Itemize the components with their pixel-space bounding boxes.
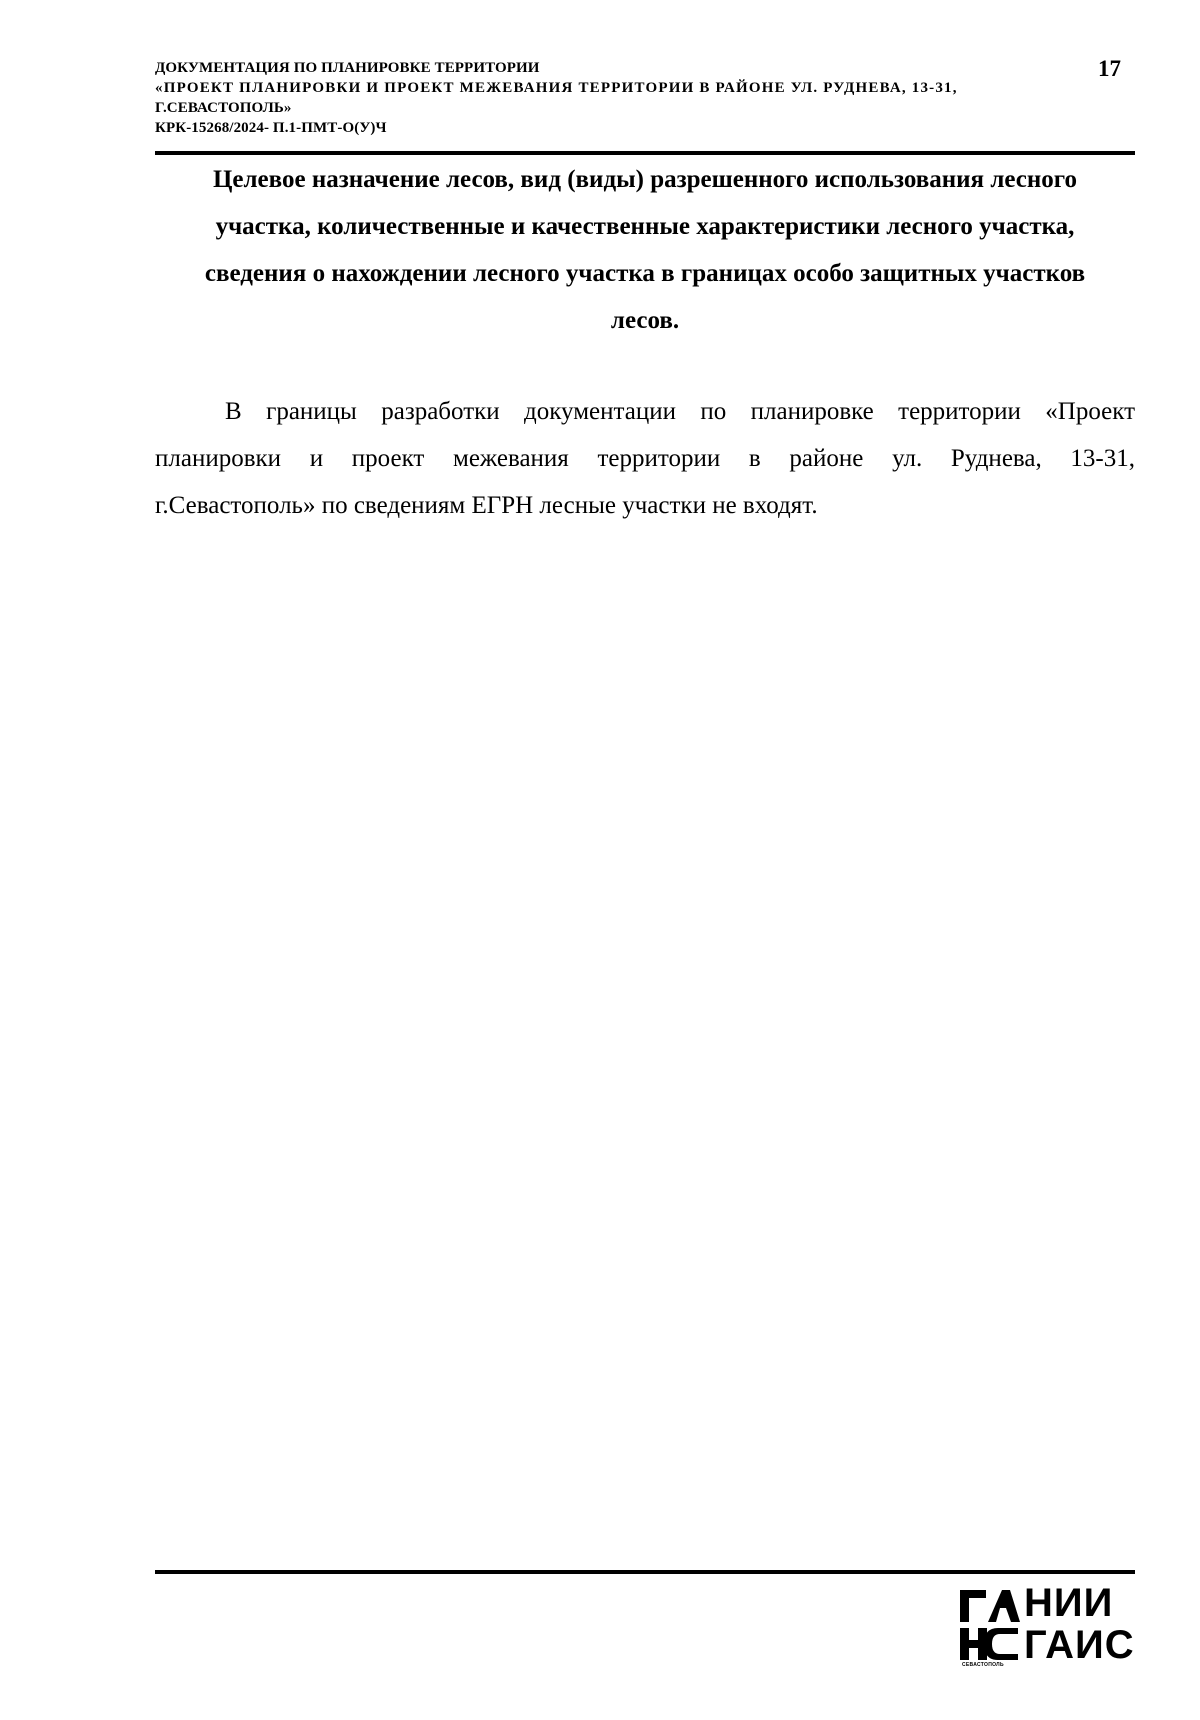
- document-header: [155, 58, 1095, 138]
- footer-divider: [155, 1570, 1135, 1574]
- logo-text-line-2: ГАИС: [1024, 1623, 1135, 1667]
- section-title-line-1: Целевое назначение лесов, вид (виды) разрешенного использования лесного: [212, 166, 1077, 193]
- body-line-1: В границы разработки документации по планировке территории «Проект: [225, 398, 1135, 425]
- section-title: [150, 156, 1140, 344]
- company-logo-icon: [958, 1586, 1020, 1666]
- page-number: 17: [1098, 56, 1121, 81]
- body-paragraph: [155, 388, 1135, 529]
- header-line-2: «ПРОЕКТ ПЛАНИРОВКИ И ПРОЕКТ МЕЖЕВАНИЯ ТЕРРИТОРИИ В РАЙОНЕ УЛ. РУДНЕВА, 13-31,: [155, 80, 958, 96]
- section-title-line-3: сведения о нахождении лесного участка в границах особо защитных участков: [204, 260, 1086, 287]
- body-line-3: г.Севастополь» по сведениям ЕГРН лесные участки не входят.: [155, 492, 818, 519]
- company-logo: [958, 1582, 1138, 1672]
- header-line-1: ДОКУМЕНТАЦИЯ ПО ПЛАНИРОВКЕ ТЕРРИТОРИИ: [155, 60, 540, 76]
- logo-subtext: СЕВАСТОПОЛЬ: [962, 1662, 1004, 1668]
- section-title-line-4: лесов.: [610, 307, 680, 334]
- logo-text-line-1: НИИ: [1024, 1581, 1114, 1625]
- section-title-line-2: участка, количественные и качественные характеристики лесного участка,: [215, 213, 1075, 240]
- body-line-2: планировки и проект межевания территории в районе ул. Руднева, 13-31,: [155, 445, 1135, 472]
- logo-wordmark: [1024, 1582, 1135, 1666]
- header-line-3: Г.СЕВАСТОПОЛЬ»: [155, 100, 292, 116]
- header-document-code: КРК-15268/2024- П.1-ПМТ-О(У)Ч: [155, 120, 387, 136]
- header-divider: [155, 151, 1135, 155]
